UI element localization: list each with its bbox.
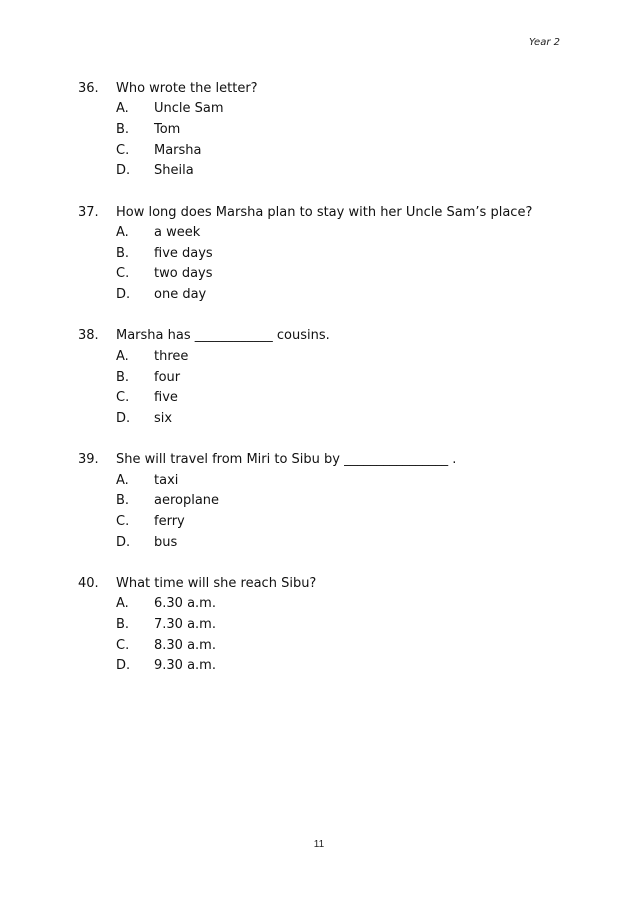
option-letter: B. — [116, 369, 130, 385]
option-text: five days — [154, 245, 213, 261]
option-letter: D. — [116, 410, 131, 426]
question-text: What time will she reach Sibu? — [116, 575, 317, 591]
option-text: Uncle Sam — [154, 101, 224, 117]
option-letter: C. — [116, 142, 130, 158]
page-number: 11 — [313, 839, 325, 850]
option-letter: C. — [116, 390, 130, 406]
option-letter: C. — [116, 637, 130, 653]
option-letter: D. — [116, 658, 131, 674]
option-text: one day — [154, 287, 207, 303]
question-list — [78, 78, 558, 697]
question-number: 37. — [78, 204, 99, 220]
option-letter: C. — [116, 266, 130, 282]
question-40 — [78, 573, 558, 676]
answer-option — [78, 346, 558, 367]
answer-option — [78, 284, 558, 305]
option-text: a week — [154, 225, 201, 241]
answer-option — [78, 532, 558, 553]
header-year-label: Year 2 — [529, 37, 560, 48]
option-text: four — [154, 369, 181, 385]
question-37 — [78, 202, 558, 305]
option-letter: A. — [116, 596, 129, 612]
answer-option — [78, 387, 558, 408]
answer-option — [78, 140, 558, 161]
question-text: How long does Marsha plan to stay with her Uncle Sam’s place? — [116, 204, 533, 220]
option-letter: D. — [116, 163, 131, 179]
question-text: Who wrote the letter? — [116, 80, 258, 96]
answer-option — [78, 470, 558, 491]
option-text: 7.30 a.m. — [154, 617, 216, 633]
option-text: two days — [154, 266, 213, 282]
option-letter: B. — [116, 493, 130, 509]
answer-option — [78, 594, 558, 615]
answer-option — [78, 99, 558, 120]
option-text: bus — [154, 534, 178, 550]
option-text: Marsha — [154, 142, 202, 158]
option-text: aeroplane — [154, 493, 220, 509]
question-text: She will travel from Miri to Sibu by ________________ . — [116, 452, 457, 467]
question-39 — [78, 449, 558, 552]
question-number: 36. — [78, 80, 99, 96]
question-number: 40. — [78, 575, 99, 591]
answer-option — [78, 656, 558, 677]
question-38 — [78, 326, 558, 429]
option-text: Tom — [154, 122, 181, 138]
option-letter: D. — [116, 287, 131, 303]
option-letter: A. — [116, 348, 129, 364]
question-text: Marsha has ____________ cousins. — [116, 328, 330, 344]
answer-option — [78, 161, 558, 182]
option-letter: B. — [116, 245, 130, 261]
answer-option — [78, 614, 558, 635]
option-letter: A. — [116, 472, 129, 488]
answer-option — [78, 222, 558, 243]
option-text: 8.30 a.m. — [154, 637, 216, 653]
option-text: 9.30 a.m. — [154, 658, 216, 674]
option-text: Sheila — [154, 163, 194, 179]
answer-option — [78, 367, 558, 388]
option-text: 6.30 a.m. — [154, 596, 216, 612]
option-letter: B. — [116, 617, 130, 633]
option-letter: A. — [116, 225, 129, 241]
question-36 — [78, 78, 558, 181]
option-letter: B. — [116, 122, 130, 138]
answer-option — [78, 264, 558, 285]
option-letter: D. — [116, 534, 131, 550]
answer-option — [78, 635, 558, 656]
answer-option — [78, 490, 558, 511]
option-text: ferry — [154, 513, 185, 529]
question-number: 39. — [78, 452, 99, 467]
option-letter: C. — [116, 513, 130, 529]
answer-option — [78, 511, 558, 532]
option-text: five — [154, 390, 178, 406]
answer-option — [78, 408, 558, 429]
question-number: 38. — [78, 328, 99, 344]
option-letter: A. — [116, 101, 129, 117]
option-text: three — [154, 348, 189, 364]
answer-option — [78, 243, 558, 264]
answer-option — [78, 119, 558, 140]
option-text: taxi — [154, 472, 179, 488]
option-text: six — [154, 410, 173, 426]
